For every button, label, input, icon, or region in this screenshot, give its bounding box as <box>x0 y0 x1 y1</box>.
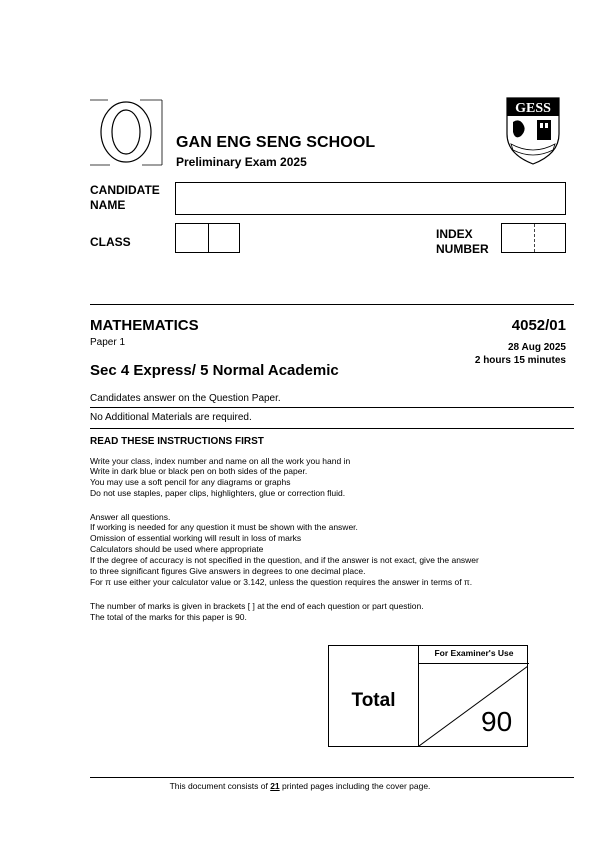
candidate-label-line-2: NAME <box>90 198 126 212</box>
footer-text-before: This document consists of <box>169 781 271 791</box>
examiner-use-label: For Examiner's Use <box>434 648 514 658</box>
paper-code: 4052/01 <box>511 317 566 334</box>
candidate-label-line-1: CANDIDATE <box>90 183 160 197</box>
examiner-marks-table <box>328 645 528 747</box>
divider-footer <box>90 777 574 778</box>
divider-materials-bottom <box>90 428 574 429</box>
total-marks-value: 90 <box>481 706 513 737</box>
candidate-name-field[interactable] <box>175 182 566 215</box>
instruction-line: to three significant figures Give answers in degrees to one decimal place. <box>90 566 366 576</box>
answer-on-note: Candidates answer on the Question Paper. <box>90 393 281 404</box>
subject-title: MATHEMATICS <box>90 317 199 334</box>
instruction-line: The total of the marks for this paper is 90. <box>90 612 247 622</box>
school-name: GAN ENG SENG SCHOOL <box>176 134 376 151</box>
index-number-field[interactable] <box>501 223 566 253</box>
instruction-line: If the degree of accuracy is not specified in the question, and if the answer is not exact, give the answer <box>90 555 479 565</box>
school-crest-logo <box>503 96 563 166</box>
instruction-line: The number of marks is given in brackets [ ] at the end of each question or part question. <box>90 601 424 611</box>
instructions-heading: READ THESE INSTRUCTIONS FIRST <box>90 436 264 447</box>
class-field[interactable] <box>175 223 240 253</box>
page-count: 21 <box>270 781 280 791</box>
class-label: CLASS <box>90 235 131 249</box>
materials-note: No Additional Materials are required. <box>90 412 252 423</box>
svg-text:GESS: GESS <box>515 101 551 116</box>
footer-text-after: printed pages including the cover page. <box>279 781 431 791</box>
divider-top <box>90 304 574 305</box>
instruction-line: Omission of essential working will result in loss of marks <box>90 533 302 543</box>
index-field-divider <box>534 224 536 252</box>
instruction-line: Write in dark blue or black pen on both sides of the paper. <box>90 466 308 476</box>
index-label-line-1: INDEX <box>436 227 473 241</box>
class-field-divider <box>208 224 209 252</box>
index-number-label <box>436 227 500 257</box>
o-level-logo <box>88 97 164 167</box>
course-title: Sec 4 Express/ 5 Normal Academic <box>90 362 339 379</box>
exam-name: Preliminary Exam 2025 <box>176 155 307 169</box>
instruction-line: If working is needed for any question it must be shown with the answer. <box>90 522 358 532</box>
exam-duration: 2 hours 15 minutes <box>474 355 566 366</box>
instruction-line: For π use either your calculator value or 3.142, unless the question requires the answer in terms of π. <box>90 577 473 587</box>
instruction-line: Do not use staples, paper clips, highlighters, glue or correction fluid. <box>90 488 346 498</box>
total-label: Total <box>351 690 396 711</box>
index-label-line-2: NUMBER <box>436 242 489 256</box>
instruction-line: Calculators should be used where appropriate <box>90 544 264 554</box>
instruction-line: You may use a soft pencil for any diagrams or graphs <box>90 477 291 487</box>
instruction-line: Answer all questions. <box>90 512 171 522</box>
divider-materials-top <box>90 407 574 408</box>
page-count-footer <box>0 781 600 791</box>
instruction-line: Write your class, index number and name on all the work you hand in <box>90 456 351 466</box>
exam-date: 28 Aug 2025 <box>508 342 566 353</box>
candidate-name-label <box>90 183 170 213</box>
paper-number: Paper 1 <box>90 337 126 348</box>
